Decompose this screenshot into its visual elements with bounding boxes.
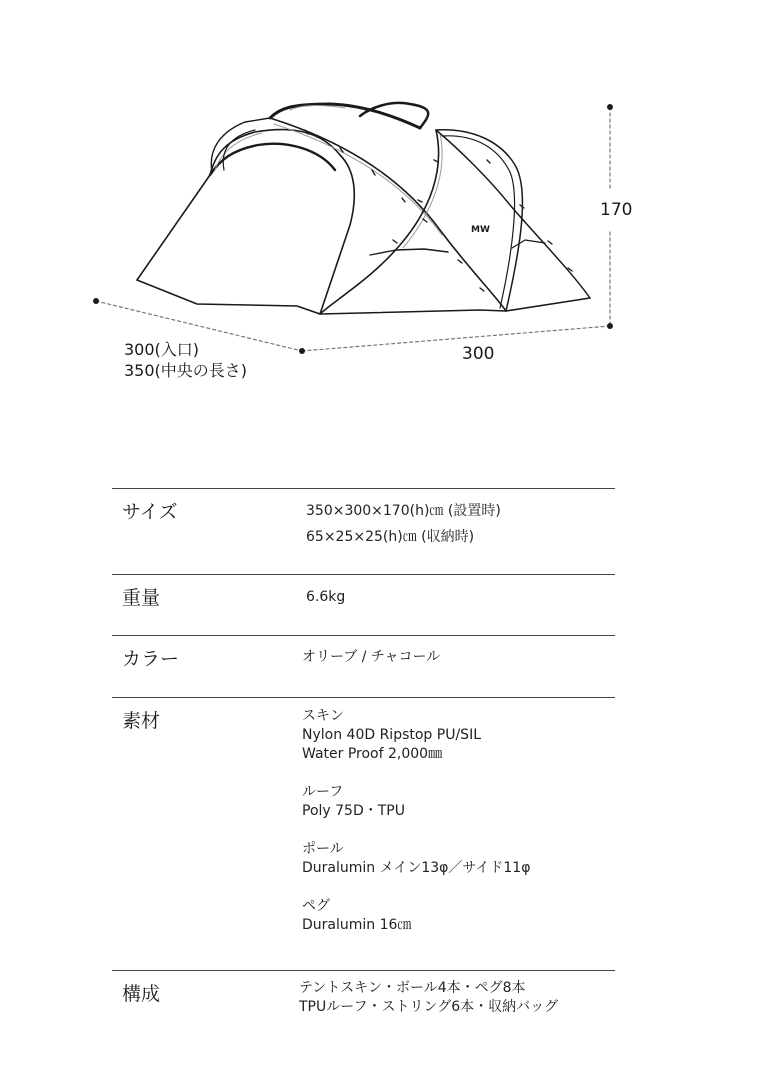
spec-row-composition <box>112 970 615 1031</box>
spec-values <box>302 707 530 954</box>
depth-entrance-label: 300(入口) <box>124 340 200 359</box>
spec-label: サイズ <box>122 501 178 523</box>
tent-diagram <box>0 0 767 400</box>
spec-label: 構成 <box>122 983 161 1005</box>
spec-row-size <box>112 488 615 574</box>
material-title: ペグ <box>302 898 330 914</box>
material-line: Duralumin メイン13φ／サイド11φ <box>302 860 531 876</box>
size-packed: 65×25×25(h)㎝ (収納時) <box>306 529 475 545</box>
material-line: Water Proof 2,000㎜ <box>302 746 443 762</box>
spec-values <box>306 498 501 550</box>
spec-row-color <box>112 635 615 697</box>
spec-row-weight <box>112 574 615 635</box>
width-dimension-label: 300 <box>462 344 495 364</box>
spec-label: 重量 <box>122 587 161 609</box>
material-line: Poly 75D・TPU <box>302 803 405 819</box>
spec-values <box>299 979 558 1017</box>
spec-label: カラー <box>122 648 180 670</box>
tent-illustration <box>0 0 767 400</box>
material-peg <box>302 897 530 935</box>
composition-line: テントスキン・ボール4本・ペグ8本 <box>299 980 526 996</box>
material-title: ポール <box>302 841 344 857</box>
material-roof <box>302 783 530 821</box>
material-title: ルーフ <box>302 784 344 800</box>
brand-logo: MW <box>471 225 490 235</box>
depth-center-label: 350(中央の長さ) <box>124 361 248 380</box>
material-title: スキン <box>302 708 344 724</box>
material-line: Nylon 40D Ripstop PU/SIL <box>302 727 481 743</box>
material-skin <box>302 707 530 764</box>
spec-label: 素材 <box>122 710 161 732</box>
spec-values: 6.6kg <box>306 589 346 605</box>
depth-dimension-label <box>124 339 247 381</box>
spec-table <box>112 488 615 1031</box>
spec-row-material <box>112 697 615 970</box>
height-dimension-label: 170 <box>600 200 633 220</box>
material-pole <box>302 840 530 878</box>
size-setup: 350×300×170(h)㎝ (設置時) <box>306 503 501 519</box>
spec-values: オリーブ / チャコール <box>302 649 441 665</box>
material-line: Duralumin 16㎝ <box>302 917 412 933</box>
composition-line: TPUルーフ・ストリング6本・収納バッグ <box>299 999 559 1015</box>
dimension-dots <box>93 104 613 354</box>
